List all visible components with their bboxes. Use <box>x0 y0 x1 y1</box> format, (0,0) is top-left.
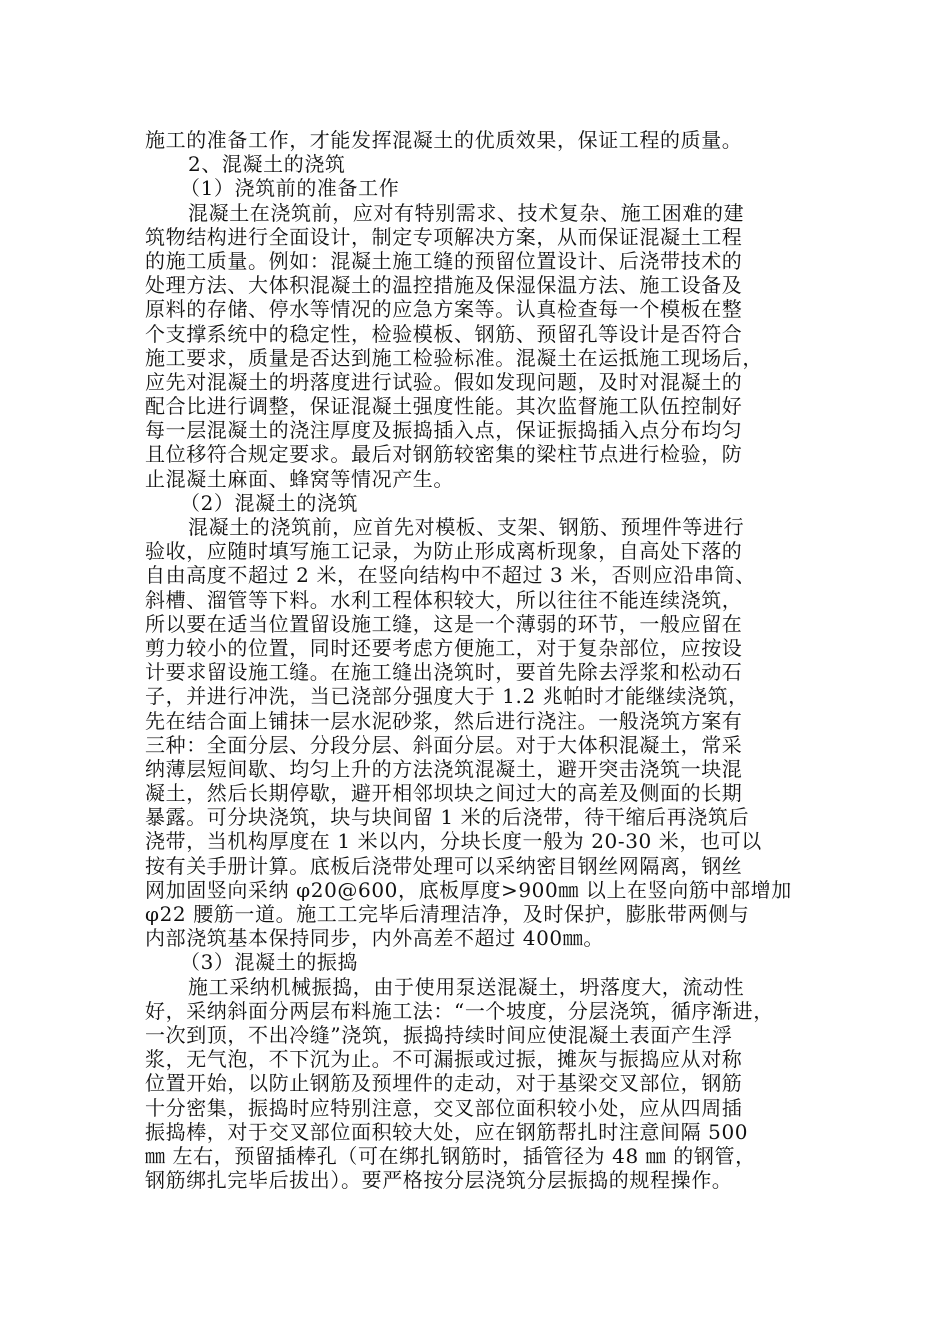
body-line: 每一层混凝土的浇注厚度及振捣插入点，保证振捣插入点分布均匀 <box>145 418 743 443</box>
body-line: 浇带，当机构厚度在 1 米以内，分块长度一般为 20-30 米，也可以 <box>145 829 762 854</box>
body-line: 计要求留设施工缝。在施工缝出浇筑时，要首先除去浮浆和松动石 <box>145 660 743 685</box>
body-line: φ22 腰筋一道。施工工完毕后清理洁净，及时保护，膨胀带两侧与 <box>145 902 750 926</box>
document-body <box>145 128 805 1192</box>
body-line: 按有关手册计算。底板后浇带处理可以采纳密目钢丝网隔离，钢丝 <box>145 853 743 878</box>
body-line: 十分密集，振捣时应特别注意，交叉部位面积较小处，应从四周插 <box>145 1095 743 1120</box>
body-line: ㎜ 左右，预留插棒孔（可在绑扎钢筋时，插管径为 48 ㎜ 的钢管， <box>145 1143 756 1168</box>
body-line: 剪力较小的位置，同时还要考虑方便施工，对于复杂部位，应按设 <box>145 635 743 660</box>
paragraph-first-line: 2、混凝土的浇筑 <box>188 152 346 177</box>
body-line: 筑物结构进行全面设计，制定专项解决方案，从而保证混凝土工程 <box>145 224 743 249</box>
body-line: 位置开始，以防止钢筋及预埋件的走动，对于基梁交叉部位，钢筋 <box>145 1071 743 1096</box>
body-line: 自由高度不超过 2 米，在竖向结构中不超过 3 米，否则应沿串筒、 <box>145 563 756 588</box>
body-line: 施工的准备工作，才能发挥混凝土的优质效果，保证工程的质量。 <box>145 128 743 152</box>
body-line: 钢筋绑扎完毕后拔出）。要严格按分层浇筑分层振捣的规程操作。 <box>145 1168 733 1193</box>
body-line: 浆，无气泡，不下沉为止。不可漏振或过振，摊灰与振捣应从对称 <box>145 1047 743 1072</box>
body-line: 配合比进行调整，保证混凝土强度性能。其次监督施工队伍控制好 <box>145 394 743 419</box>
section-heading: （3）混凝土的振捣 <box>180 950 359 975</box>
body-line: 暴露。可分块浇筑，块与块间留 1 米的后浇带，待干缩后再浇筑后 <box>145 805 750 830</box>
body-line: 的施工质量。例如：混凝土施工缝的预留位置设计、后浇带技术的 <box>145 248 743 273</box>
body-line: 纳薄层短间歇、均匀上升的方法浇筑混凝土，避开突击浇筑一块混 <box>145 756 743 781</box>
body-line: 子，并进行冲洗，当已浇部分强度大于 1.2 兆帕时才能继续浇筑， <box>145 684 749 709</box>
paragraph-first-line: 施工采纳机械振捣，由于使用泵送混凝土，坍落度大，流动性 <box>188 974 745 999</box>
section-heading: （2）混凝土的浇筑 <box>180 490 359 515</box>
body-line: 应先对混凝土的坍落度进行试验。假如发现问题，及时对混凝土的 <box>145 369 743 394</box>
paragraph-first-line: 混凝土在浇筑前，应对有特别需求、技术复杂、施工困难的建 <box>188 200 745 225</box>
body-line: 个支撑系统中的稳定性，检验模板、钢筋、预留孔等设计是否符合 <box>145 321 743 346</box>
body-line: 验收，应随时填写施工记录，为防止形成离析现象，自高处下落的 <box>145 539 743 564</box>
body-line: 振捣棒，对于交叉部位面积较大处，应在钢筋帮扎时注意间隔 500 <box>145 1119 749 1144</box>
body-line: 网加固竖向采纳 φ20@600，底板厚度>900㎜ 以上在竖向筋中部增加 <box>145 877 792 902</box>
body-line: 先在结合面上铺抹一层水泥砂浆，然后进行浇注。一般浇筑方案有 <box>145 708 743 733</box>
body-line: 斜槽、溜管等下料。水利工程体积较大，所以往往不能连续浇筑， <box>145 587 743 612</box>
body-line: 所以要在适当位置留设施工缝，这是一个薄弱的环节，一般应留在 <box>145 611 743 636</box>
body-line: 凝土，然后长期停歇，避开相邻坝块之间过大的高差及侧面的长期 <box>145 781 743 806</box>
body-line: 好，采纳斜面分两层布料施工法：“一个坡度，分层浇筑，循序渐进， <box>145 998 774 1023</box>
body-line: 且位移符合规定要求。最后对钢筋较密集的梁柱节点进行检验，防 <box>145 442 743 467</box>
body-line: 三种：全面分层、分段分层、斜面分层。对于大体积混凝土，常采 <box>145 732 743 757</box>
body-line: 施工要求，质量是否达到施工检验标准。混凝土在运抵施工现场后， <box>145 345 763 370</box>
body-line: 一次到顶，不出冷缝”浇筑，振捣持续时间应使混凝土表面产生浮 <box>145 1022 733 1047</box>
body-line: 内部浇筑基本保持同步，内外高差不超过 400㎜。 <box>145 926 604 951</box>
body-line: 处理方法、大体积混凝土的温控措施及保湿保温方法、施工设备及 <box>145 273 743 298</box>
paragraph-first-line: 混凝土的浇筑前，应首先对模板、支架、钢筋、预埋件等进行 <box>188 515 745 539</box>
body-line: 原料的存储、停水等情况的应急方案等。认真检查每一个模板在整 <box>145 297 743 322</box>
section-heading: （1）浇筑前的准备工作 <box>180 176 400 201</box>
body-line: 止混凝土麻面、蜂窝等情况产生。 <box>145 466 454 491</box>
